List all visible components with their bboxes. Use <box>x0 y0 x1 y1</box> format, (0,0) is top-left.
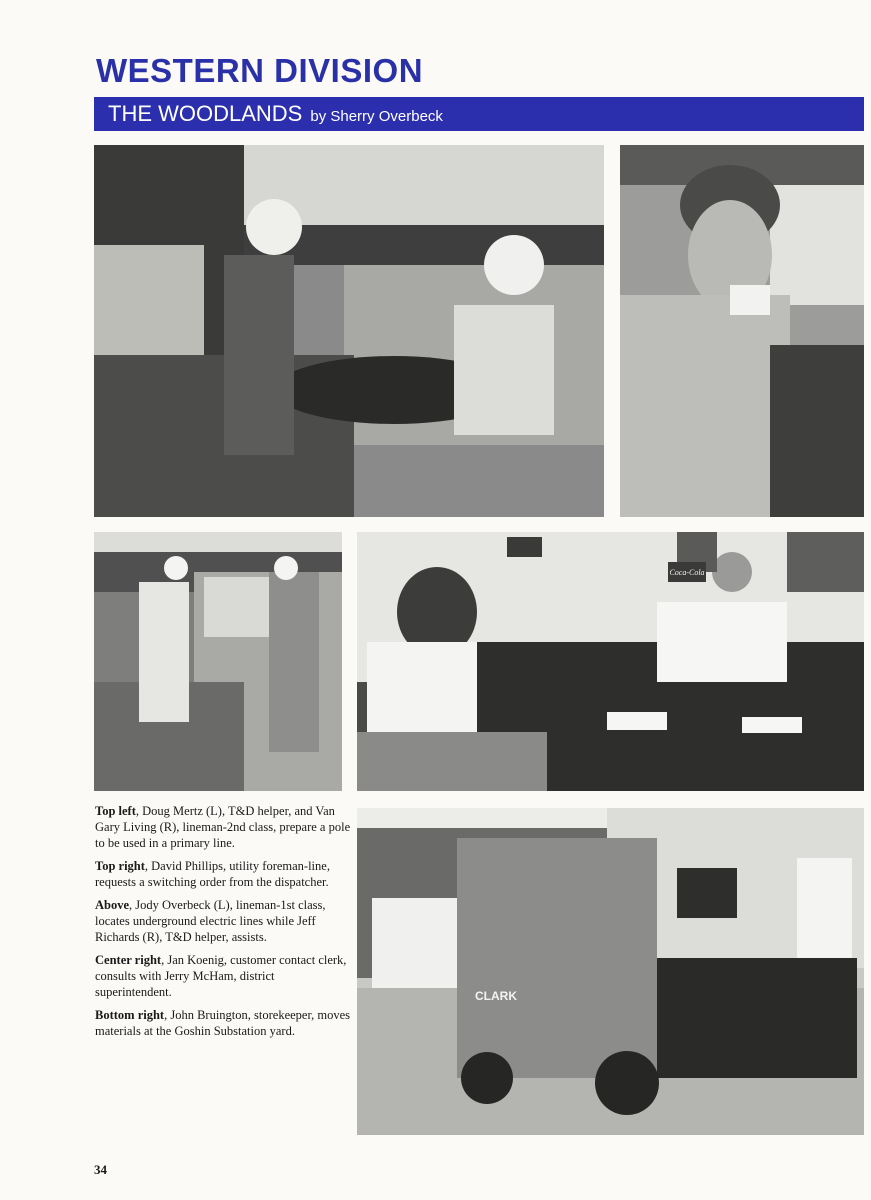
photo-captions <box>95 803 351 1046</box>
caption-top-left: Top left, Doug Mertz (L), T&D helper, and Van Gary Living (R), lineman-2nd class, prepare a pole to be used in a primary line. <box>95 804 351 850</box>
caption-above: Above, Jody Overbeck (L), lineman-1st class, locates underground electric lines while Jeff Richards (R), T&D helper, assists. <box>95 898 326 944</box>
photo-above <box>94 532 342 791</box>
caption-top-right: Top right, David Phillips, utility foreman-line, requests a switching order from the dispatcher. <box>95 859 330 889</box>
article-byline: by Sherry Overbeck <box>310 107 443 125</box>
photo-top-left <box>94 145 604 517</box>
forklift-brand-label: CLARK <box>475 989 517 1003</box>
page-number: 34 <box>94 1162 107 1177</box>
article-banner <box>94 97 864 131</box>
article-subtitle: THE WOODLANDS <box>108 101 303 126</box>
caption-center-right: Center right, Jan Koenig, customer contact clerk, consults with Jerry McHam, district superintendent. <box>95 953 347 999</box>
photo-bottom-right <box>357 808 864 1135</box>
photo-top-right <box>620 145 864 517</box>
coca-cola-sign: Coca-Cola <box>668 562 706 582</box>
section-title: WESTERN DIVISION <box>96 52 424 89</box>
photo-center-right <box>357 532 864 791</box>
caption-bottom-right: Bottom right, John Bruington, storekeeper, moves materials at the Goshin Substation yard. <box>95 1008 351 1038</box>
